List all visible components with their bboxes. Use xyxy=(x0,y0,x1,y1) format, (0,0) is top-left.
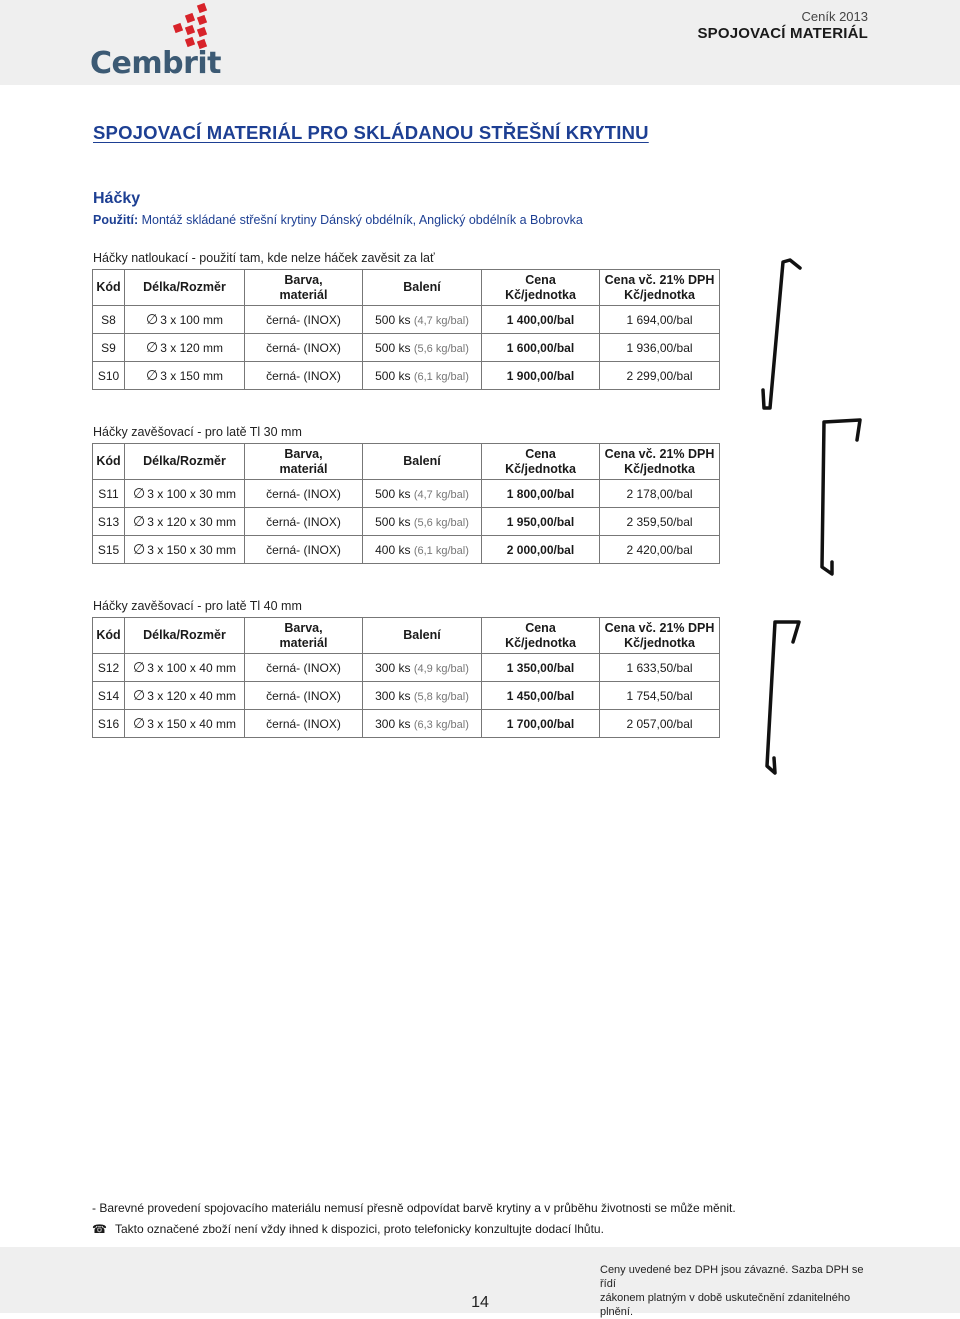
diameter-icon: ∅ xyxy=(146,367,159,383)
cell-color: černá- (INOX) xyxy=(245,536,363,564)
footer-vat-note: Ceny uvedené bez DPH jsou závazné. Sazba DPH se řídí zákonem platným v době uskutečnění zdanitelného plnění. xyxy=(600,1264,864,1318)
col-pack: Balení xyxy=(363,270,482,306)
group-title-hanging-hooks-40: Háčky zavěšovací - pro latě Tl 40 mm xyxy=(93,599,302,613)
hanging-hook-40-icon xyxy=(755,608,815,778)
footnote-availability: ☎ Takto označené zboží není vždy ihned k dispozici, proto telefonicky konzultujte dodací lhůtu. xyxy=(92,1222,604,1236)
diameter-icon: ∅ xyxy=(133,659,146,675)
cell-size: ∅ 3 x 120 x 30 mm xyxy=(125,508,245,536)
table-row xyxy=(93,710,720,738)
table-row xyxy=(93,654,720,682)
price-table-hanging-hooks-40 xyxy=(92,617,720,738)
cell-size: ∅ 3 x 100 mm xyxy=(125,306,245,334)
cell-size: ∅ 3 x 150 x 40 mm xyxy=(125,710,245,738)
diameter-icon: ∅ xyxy=(133,485,146,501)
diameter-icon: ∅ xyxy=(133,541,146,557)
cell-price-vat: 2 178,00/bal xyxy=(600,480,720,508)
diameter-icon: ∅ xyxy=(133,715,146,731)
col-color: Barva, materiál xyxy=(245,444,363,480)
cell-price: 2 000,00/bal xyxy=(482,536,600,564)
cell-code: S10 xyxy=(93,362,125,390)
table-row xyxy=(93,480,720,508)
cell-color: černá- (INOX) xyxy=(245,362,363,390)
table-row xyxy=(93,362,720,390)
cell-price-vat: 2 420,00/bal xyxy=(600,536,720,564)
logo-squares-icon xyxy=(90,2,230,50)
cell-code: S15 xyxy=(93,536,125,564)
col-price-vat: Cena vč. 21% DPH Kč/jednotka xyxy=(600,444,720,480)
cell-pack: 300 ks (5,8 kg/bal) xyxy=(363,682,482,710)
cell-price: 1 600,00/bal xyxy=(482,334,600,362)
cell-pack: 400 ks (6,1 kg/bal) xyxy=(363,536,482,564)
price-table-hanging-hooks-30 xyxy=(92,443,720,564)
cell-pack: 300 ks (4,9 kg/bal) xyxy=(363,654,482,682)
usage-description: Montáž skládané střešní krytiny Dánský obdélník, Anglický obdélník a Bobrovka xyxy=(138,213,583,227)
table-row xyxy=(93,536,720,564)
cell-price: 1 450,00/bal xyxy=(482,682,600,710)
cell-price-vat: 1 754,50/bal xyxy=(600,682,720,710)
cell-size: ∅ 3 x 100 x 30 mm xyxy=(125,480,245,508)
header-right xyxy=(697,9,868,42)
cell-code: S8 xyxy=(93,306,125,334)
telephone-icon: ☎ xyxy=(92,1222,107,1236)
col-pack: Balení xyxy=(363,618,482,654)
cell-color: černá- (INOX) xyxy=(245,710,363,738)
col-price-vat: Cena vč. 21% DPH Kč/jednotka xyxy=(600,270,720,306)
cell-code: S13 xyxy=(93,508,125,536)
table-row xyxy=(93,508,720,536)
cell-price: 1 700,00/bal xyxy=(482,710,600,738)
table-header-row xyxy=(93,270,720,306)
table-header-row xyxy=(93,618,720,654)
col-code: Kód xyxy=(93,444,125,480)
cell-color: černá- (INOX) xyxy=(245,682,363,710)
col-color: Barva, materiál xyxy=(245,270,363,306)
col-price: Cena Kč/jednotka xyxy=(482,618,600,654)
col-price: Cena Kč/jednotka xyxy=(482,270,600,306)
col-price-vat: Cena vč. 21% DPH Kč/jednotka xyxy=(600,618,720,654)
cell-pack: 500 ks (5,6 kg/bal) xyxy=(363,334,482,362)
table-row xyxy=(93,306,720,334)
cell-pack: 500 ks (4,7 kg/bal) xyxy=(363,306,482,334)
col-size: Délka/Rozměr xyxy=(125,618,245,654)
cell-price-vat: 1 936,00/bal xyxy=(600,334,720,362)
cell-color: černá- (INOX) xyxy=(245,480,363,508)
cell-size: ∅ 3 x 150 x 30 mm xyxy=(125,536,245,564)
cell-code: S16 xyxy=(93,710,125,738)
cell-code: S14 xyxy=(93,682,125,710)
cembrit-logo xyxy=(90,2,230,82)
cell-size: ∅ 3 x 150 mm xyxy=(125,362,245,390)
usage-label: Použití: xyxy=(93,213,139,227)
diameter-icon: ∅ xyxy=(133,687,146,703)
cell-size: ∅ 3 x 120 mm xyxy=(125,334,245,362)
col-code: Kód xyxy=(93,618,125,654)
brand-name: Cembrit xyxy=(90,46,222,81)
cell-code: S12 xyxy=(93,654,125,682)
cell-color: černá- (INOX) xyxy=(245,508,363,536)
col-size: Délka/Rozměr xyxy=(125,444,245,480)
cell-pack: 500 ks (5,6 kg/bal) xyxy=(363,508,482,536)
cell-code: S11 xyxy=(93,480,125,508)
cell-price: 1 400,00/bal xyxy=(482,306,600,334)
cell-color: černá- (INOX) xyxy=(245,306,363,334)
header-section: SPOJOVACÍ MATERIÁL xyxy=(697,25,868,42)
diameter-icon: ∅ xyxy=(146,339,159,355)
col-price: Cena Kč/jednotka xyxy=(482,444,600,480)
cell-price-vat: 2 057,00/bal xyxy=(600,710,720,738)
col-color: Barva, materiál xyxy=(245,618,363,654)
cell-price-vat: 1 633,50/bal xyxy=(600,654,720,682)
cell-pack: 300 ks (6,3 kg/bal) xyxy=(363,710,482,738)
cell-price: 1 800,00/bal xyxy=(482,480,600,508)
group-title-nail-hooks: Háčky natloukací - použití tam, kde nelze háček zavěsit za lať xyxy=(93,251,435,265)
cell-color: černá- (INOX) xyxy=(245,654,363,682)
cell-price: 1 950,00/bal xyxy=(482,508,600,536)
usage-text xyxy=(93,213,583,227)
cell-color: černá- (INOX) xyxy=(245,334,363,362)
group-title-hanging-hooks-30: Háčky zavěšovací - pro latě Tl 30 mm xyxy=(93,425,302,439)
cell-size: ∅ 3 x 120 x 40 mm xyxy=(125,682,245,710)
price-table-nail-hooks xyxy=(92,269,720,390)
col-code: Kód xyxy=(93,270,125,306)
cell-price-vat: 2 299,00/bal xyxy=(600,362,720,390)
table-row xyxy=(93,334,720,362)
footnote-color: - Barevné provedení spojovacího materiálu nemusí přesně odpovídat barvě krytiny a v průběhu životnosti se může měnit. xyxy=(92,1201,736,1215)
cell-size: ∅ 3 x 100 x 40 mm xyxy=(125,654,245,682)
page-number: 14 xyxy=(471,1294,489,1311)
col-pack: Balení xyxy=(363,444,482,480)
cell-code: S9 xyxy=(93,334,125,362)
cell-pack: 500 ks (6,1 kg/bal) xyxy=(363,362,482,390)
nail-hook-icon xyxy=(750,250,810,415)
cell-price: 1 900,00/bal xyxy=(482,362,600,390)
table-row xyxy=(93,682,720,710)
hanging-hook-30-icon xyxy=(812,412,872,587)
cell-price: 1 350,00/bal xyxy=(482,654,600,682)
table-header-row xyxy=(93,444,720,480)
cell-price-vat: 1 694,00/bal xyxy=(600,306,720,334)
diameter-icon: ∅ xyxy=(146,311,159,327)
product-title: Háčky xyxy=(93,190,141,207)
price-list-year: Ceník 2013 xyxy=(801,9,868,24)
cell-pack: 500 ks (4,7 kg/bal) xyxy=(363,480,482,508)
diameter-icon: ∅ xyxy=(133,513,146,529)
cell-price-vat: 2 359,50/bal xyxy=(600,508,720,536)
footnotes xyxy=(92,1201,736,1243)
page-title: SPOJOVACÍ MATERIÁL PRO SKLÁDANOU STŘEŠNÍ KRYTINU xyxy=(93,122,649,143)
col-size: Délka/Rozměr xyxy=(125,270,245,306)
